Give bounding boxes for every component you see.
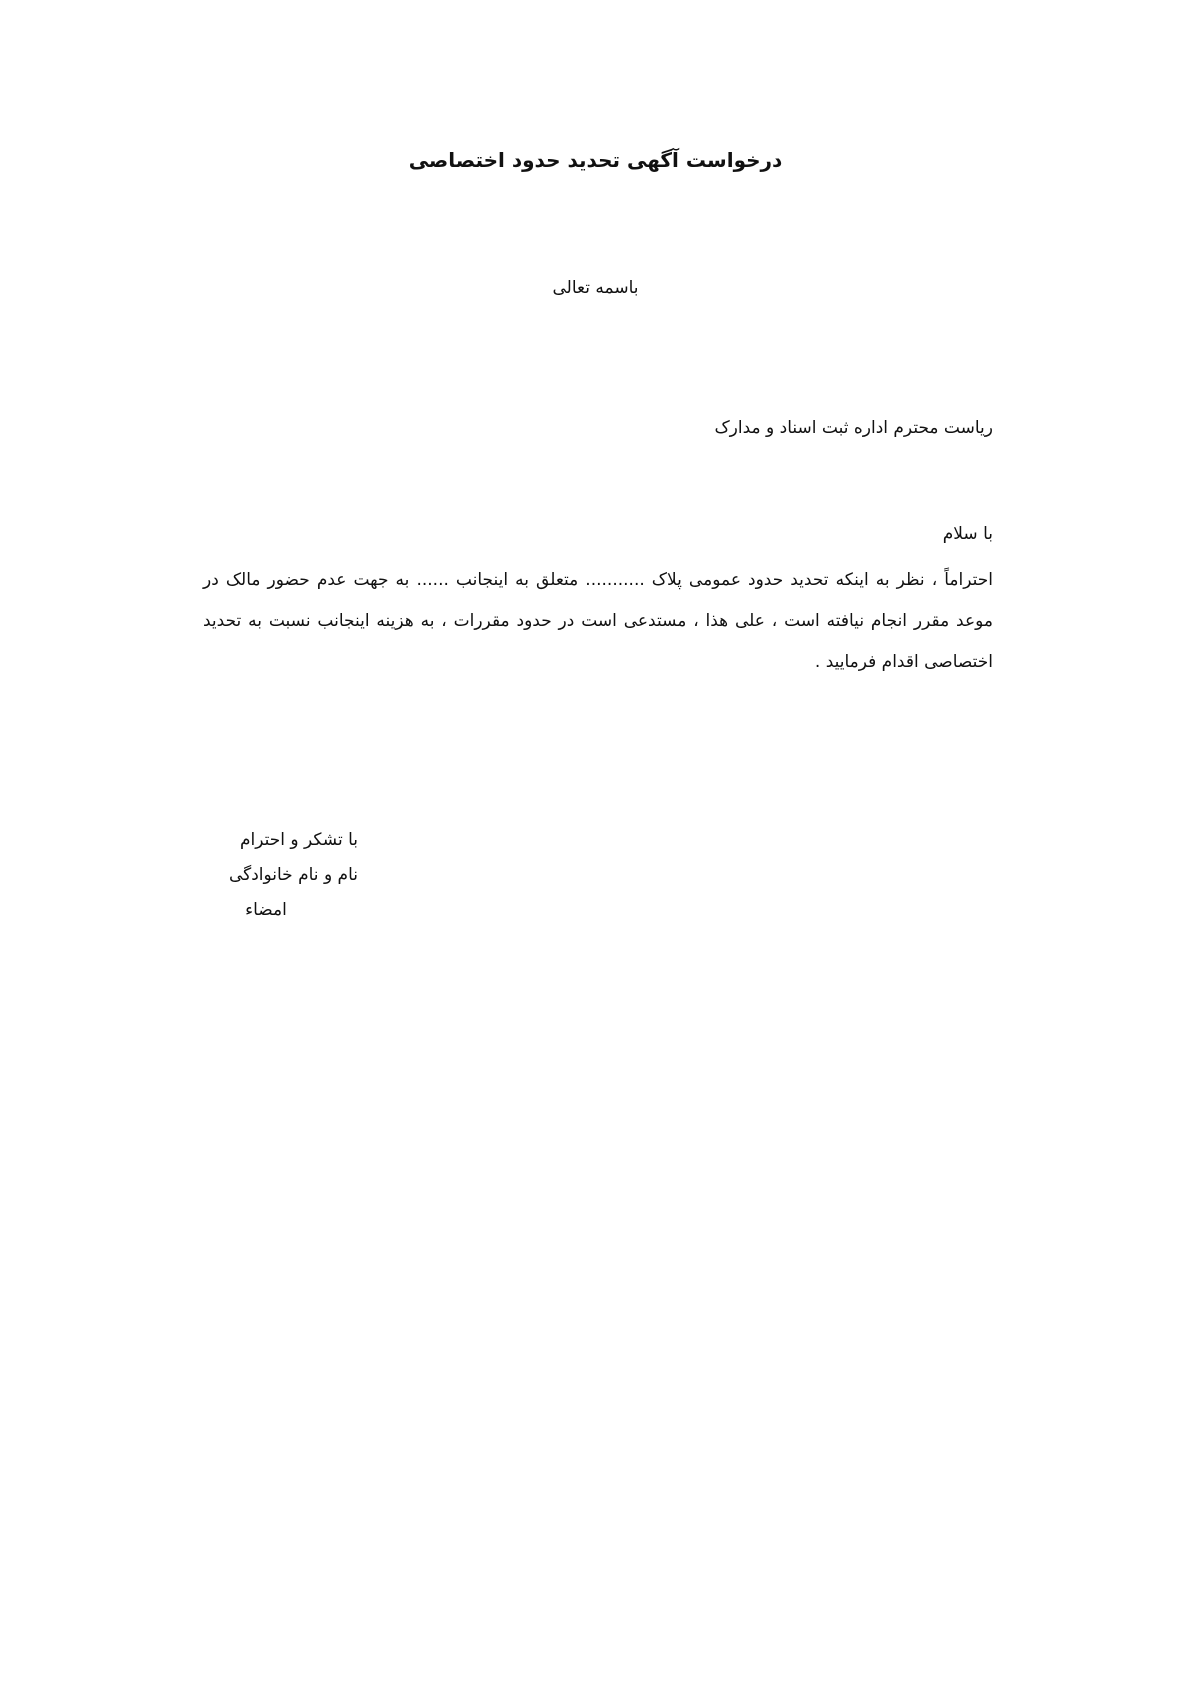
greeting-line: با سلام <box>942 524 993 544</box>
document-title: درخواست آگهی تحدید حدود اختصاصی <box>408 148 783 172</box>
addressee-line: ریاست محترم اداره ثبت اسناد و مدارک <box>714 418 993 438</box>
closing-block <box>218 823 358 928</box>
signature-label: امضاء <box>245 900 287 920</box>
invocation-heading: باسمه تعالی <box>552 278 639 298</box>
request-body-paragraph: احتراماً ، نظر به اینکه تحدید حدود عمومی پلاک ........... متعلق به اینجانب ...... به جهت عدم حضور مالک در موعد مقرر انجام نیافته است ، علی هذا ، مستدعی است در حدود مقررات ، به هزینه اینجانب نسبت به تحدید اختصاصی اقدام فرمایید . <box>203 570 993 672</box>
name-label: نام و نام خانوادگی <box>228 865 358 885</box>
closing-regards: با تشکر و احترام <box>240 830 358 850</box>
